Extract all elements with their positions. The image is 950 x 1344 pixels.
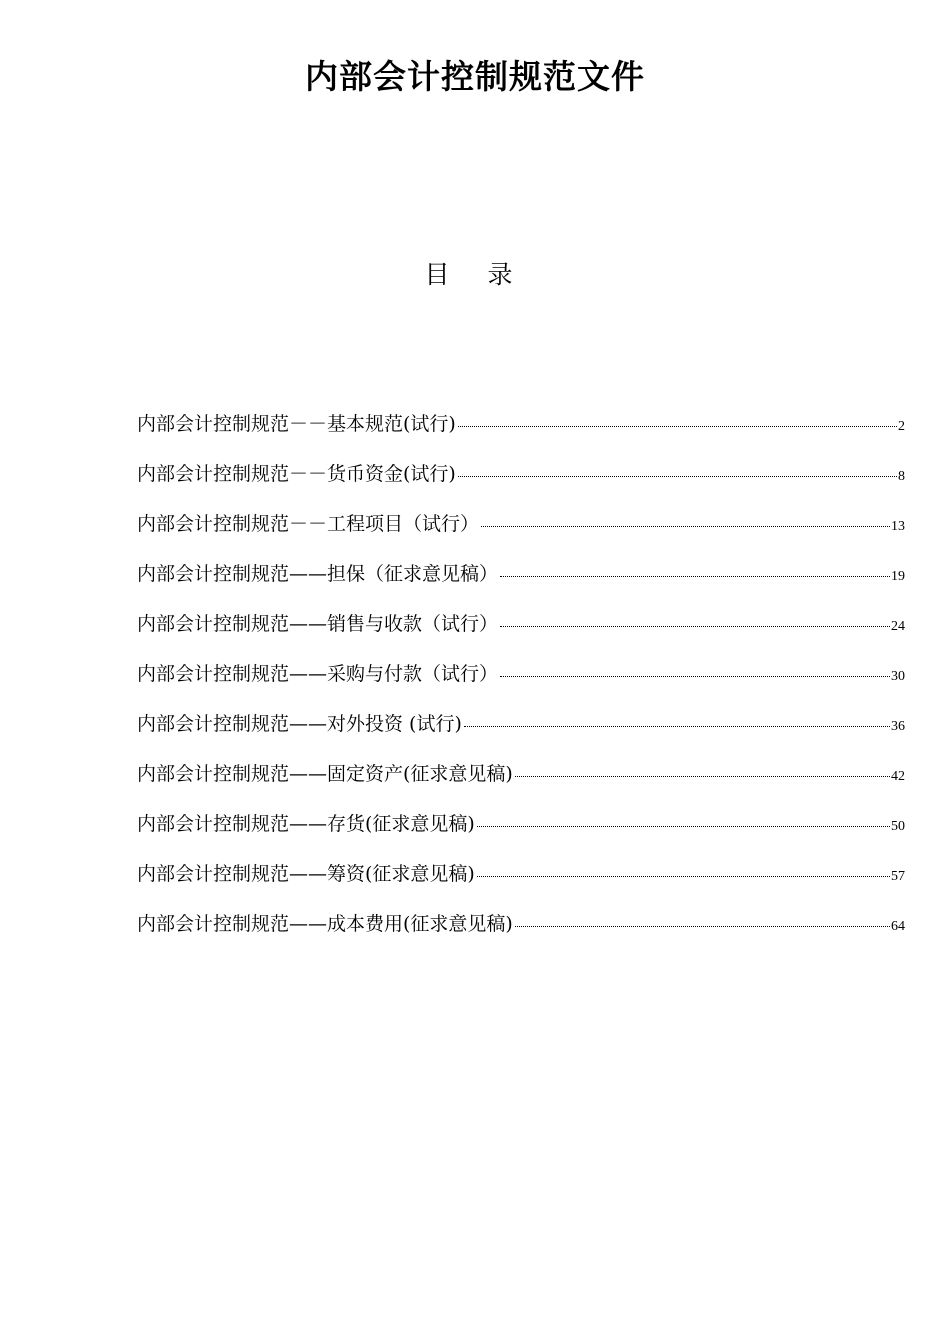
toc-dot-leader bbox=[500, 576, 890, 577]
toc-page-number: 24 bbox=[891, 619, 905, 634]
toc-dot-leader bbox=[477, 876, 890, 877]
toc-entry[interactable] bbox=[137, 708, 905, 758]
toc-page-number: 19 bbox=[891, 569, 905, 584]
toc-entry[interactable] bbox=[137, 458, 905, 508]
toc-entry-title: 内部会计控制规范——存货(征求意见稿) bbox=[137, 813, 475, 835]
toc-page-number: 8 bbox=[898, 469, 905, 484]
toc-entry[interactable] bbox=[137, 758, 905, 808]
toc-dot-leader bbox=[464, 726, 890, 727]
toc-page-number: 42 bbox=[891, 769, 905, 784]
toc-entry-title: 内部会计控制规范——对外投资 (试行) bbox=[137, 713, 462, 735]
toc-entry-title: 内部会计控制规范——筹资(征求意见稿) bbox=[137, 863, 475, 885]
toc-entry[interactable] bbox=[137, 608, 905, 658]
toc-entry-title: 内部会计控制规范——担保（征求意见稿） bbox=[137, 563, 499, 585]
toc-dot-leader bbox=[458, 426, 897, 427]
toc-heading: 目录 bbox=[424, 260, 551, 289]
toc-entry-title: 内部会计控制规范——成本费用(征求意见稿) bbox=[137, 913, 513, 935]
toc-page-number: 50 bbox=[891, 819, 905, 834]
table-of-contents bbox=[137, 408, 905, 958]
toc-dot-leader bbox=[477, 826, 890, 827]
toc-dot-leader bbox=[515, 776, 890, 777]
toc-page-number: 36 bbox=[891, 719, 905, 734]
toc-dot-leader bbox=[481, 526, 890, 527]
toc-entry-title: 内部会计控制规范－－基本规范(试行) bbox=[137, 413, 456, 435]
toc-entry[interactable] bbox=[137, 808, 905, 858]
toc-dot-leader bbox=[500, 626, 890, 627]
toc-entry[interactable] bbox=[137, 858, 905, 908]
toc-entry-title: 内部会计控制规范－－货币资金(试行) bbox=[137, 463, 456, 485]
toc-page-number: 13 bbox=[891, 519, 905, 534]
toc-entry[interactable] bbox=[137, 558, 905, 608]
toc-entry-title: 内部会计控制规范——固定资产(征求意见稿) bbox=[137, 763, 513, 785]
toc-entry[interactable] bbox=[137, 508, 905, 558]
toc-dot-leader bbox=[515, 926, 890, 927]
toc-page-number: 2 bbox=[898, 419, 905, 434]
toc-entry-title: 内部会计控制规范——采购与付款（试行） bbox=[137, 663, 499, 685]
toc-entry[interactable] bbox=[137, 408, 905, 458]
toc-dot-leader bbox=[458, 476, 897, 477]
toc-entry[interactable] bbox=[137, 908, 905, 958]
document-title: 内部会计控制规范文件 bbox=[305, 57, 645, 96]
toc-page-number: 30 bbox=[891, 669, 905, 684]
toc-page-number: 57 bbox=[891, 869, 905, 884]
toc-page-number: 64 bbox=[891, 919, 905, 934]
toc-entry[interactable] bbox=[137, 658, 905, 708]
toc-entry-title: 内部会计控制规范－－工程项目（试行） bbox=[137, 513, 480, 535]
toc-entry-title: 内部会计控制规范——销售与收款（试行） bbox=[137, 613, 499, 635]
toc-dot-leader bbox=[500, 676, 890, 677]
